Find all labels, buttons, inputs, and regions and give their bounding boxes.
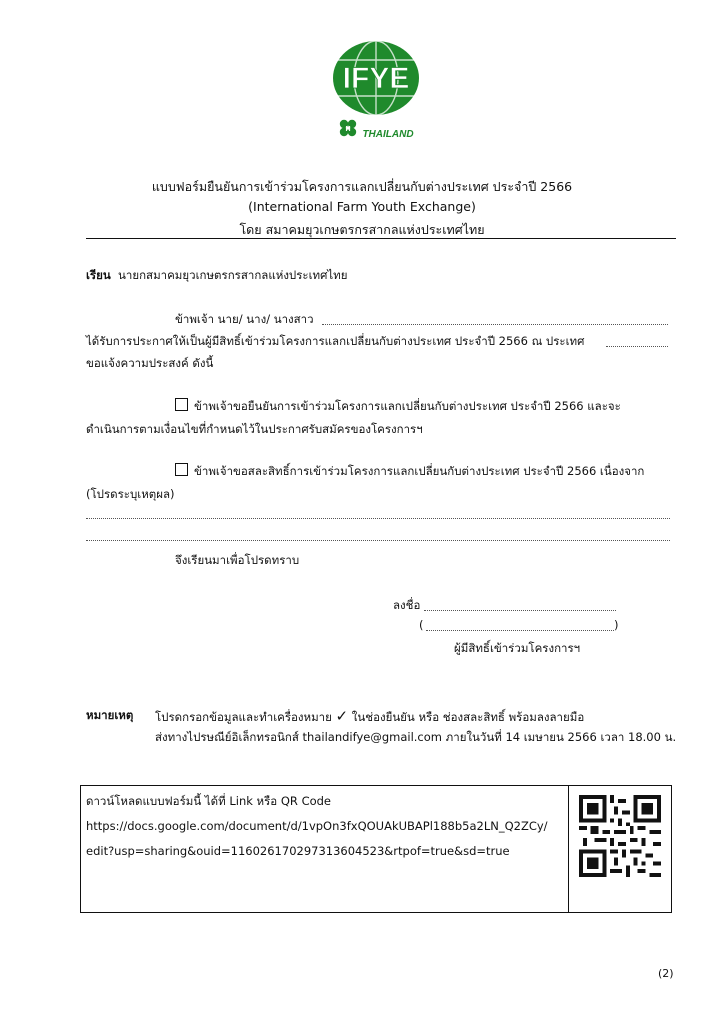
confirm-checkbox[interactable] <box>175 398 188 411</box>
svg-text:H: H <box>345 126 351 133</box>
header-divider <box>86 238 676 239</box>
signature-fill-line[interactable] <box>424 610 616 611</box>
qr-code-icon[interactable] <box>579 795 661 877</box>
signature-role: ผู้มีสิทธิ์เข้าร่วมโครงการฯ <box>454 641 581 655</box>
option-confirm-continued: ดำเนินการตามเงื่อนไขที่กำหนดไว้ในประกาศรับสมัครของโครงการฯ <box>86 422 423 436</box>
waive-checkbox[interactable] <box>175 463 188 476</box>
closing-text: จึงเรียนมาเพื่อโปรดทราบ <box>175 553 300 567</box>
note-line-1 <box>155 707 584 727</box>
download-box-divider <box>568 785 569 913</box>
reason-prompt: (โปรดระบุเหตุผล) <box>86 487 175 501</box>
note-label: หมายเหตุ <box>86 708 134 722</box>
signature-label: ลงชื่อ <box>393 598 421 612</box>
name-prefix: ข้าพเจ้า นาย/ นาง/ นางสาว <box>175 312 314 326</box>
checkmark-icon: ✓ <box>335 707 349 725</box>
reason-fill-line-2[interactable] <box>86 540 670 541</box>
download-instruction: ดาวน์โหลดแบบฟอร์มนี้ ได้ที่ Link หรือ QR Code <box>86 794 332 808</box>
announcement-line: ได้รับการประกาศให้เป็นผู้มีสิทธิ์เข้าร่วมโครงการแลกเปลี่ยนกับต่างประเทศ ประจำปี 2566 ณ ประเทศ <box>86 334 585 348</box>
four-leaf-clover-icon <box>340 120 356 136</box>
printed-name-fill-line[interactable] <box>426 630 614 631</box>
signature-paren-close: ) <box>614 618 619 632</box>
option-confirm <box>175 398 621 416</box>
option-waive <box>175 463 644 481</box>
document-title: แบบฟอร์มยืนยันการเข้าร่วมโครงการแลกเปลี่ยนกับต่างประเทศ ประจำปี 2566 <box>151 179 573 194</box>
download-link-line-1[interactable]: https://docs.google.com/document/d/1vpOn3fxQOUAkUBAPl188b5a2LN_Q2ZCy/ <box>86 819 548 833</box>
ifye-logo <box>326 38 426 142</box>
country-fill-line[interactable] <box>606 346 668 347</box>
option-waive-text: ข้าพเจ้าขอสละสิทธิ์การเข้าร่วมโครงการแลกเปลี่ยนกับต่างประเทศ ประจำปี 2566 เนื่องจาก <box>194 464 645 478</box>
page-number: (2) <box>658 967 674 980</box>
signature-paren-open: ( <box>419 618 424 632</box>
download-link-line-2[interactable]: edit?usp=sharing&ouid=116026170297313604523&rtpof=true&sd=true <box>86 844 510 858</box>
reason-fill-line-1[interactable] <box>86 518 670 519</box>
note-line-2: ส่งทางไปรษณีย์อิเล็กทรอนิกส์ thailandifye@gmail.com ภายในวันที่ 14 เมษายน 2566 เวลา 18.00 น. <box>155 730 677 744</box>
salutation <box>86 267 348 285</box>
note-text-a: โปรดกรอกข้อมูลและทำเครื่องหมาย <box>155 710 332 724</box>
note-text-b: ในช่องยืนยัน หรือ ช่องสละสิทธิ์ พร้อมลงลายมือ <box>351 710 585 724</box>
salutation-label: เรียน <box>86 268 111 282</box>
logo-wordmark: IFYE <box>342 62 410 95</box>
document-subtitle: (International Farm Youth Exchange) <box>248 199 476 214</box>
name-fill-line[interactable] <box>322 324 668 325</box>
document-issuer: โดย สมาคมยุวเกษตรกรสากลแห่งประเทศไทย <box>239 222 485 237</box>
intent-line: ขอแจ้งความประสงค์ ดังนี้ <box>86 356 214 370</box>
option-confirm-text: ข้าพเจ้าขอยืนยันการเข้าร่วมโครงการแลกเปลี่ยนกับต่างประเทศ ประจำปี 2566 และจะ <box>194 399 621 413</box>
salutation-recipient: นายกสมาคมยุวเกษตรกรสากลแห่งประเทศไทย <box>118 268 348 282</box>
logo-country: THAILAND <box>362 129 414 140</box>
